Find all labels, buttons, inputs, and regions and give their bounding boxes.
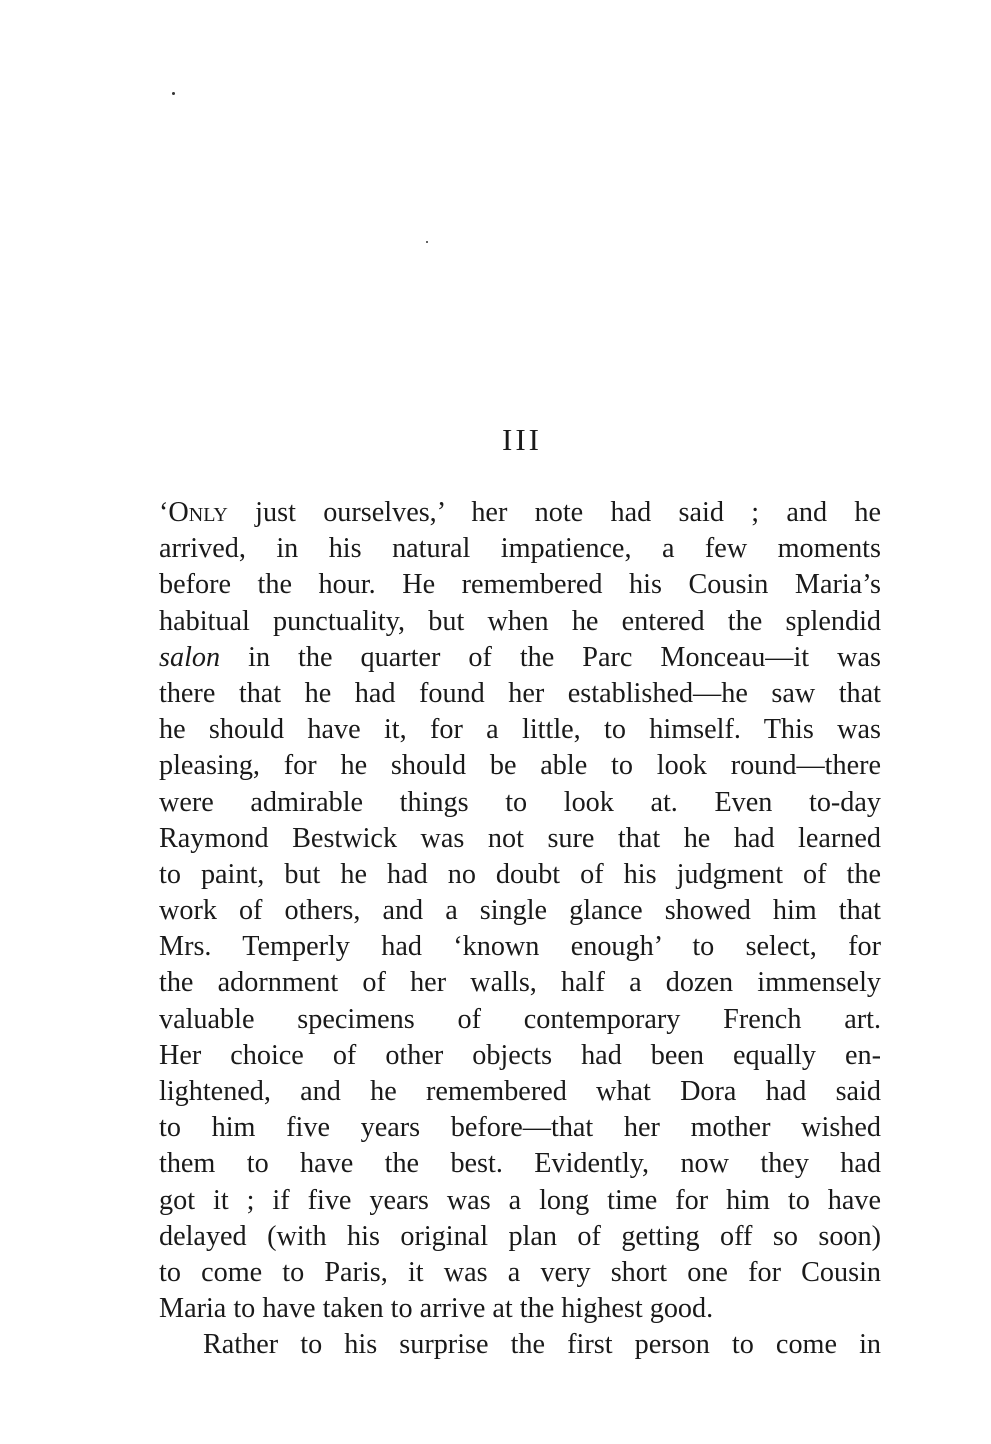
text-line: lightened, and he remembered what Dora had said bbox=[159, 1076, 881, 1107]
text-line: Maria to have taken to arrive at the highest good. bbox=[159, 1293, 714, 1325]
text-line: work of others, and a single glance showed him that bbox=[159, 895, 881, 927]
chapter-heading: III bbox=[502, 422, 542, 457]
page-speck bbox=[426, 241, 428, 243]
text-line: Her choice of other objects had been equally en- bbox=[159, 1039, 881, 1071]
text-line: to paint, but he had no doubt of his judgment of the bbox=[159, 858, 881, 890]
text-line: were admirable things to look at. Even to-day bbox=[159, 786, 881, 818]
text-line: to him five years before—that her mother wished bbox=[159, 1112, 881, 1144]
body-text bbox=[159, 495, 881, 1364]
text-line: got it ; if five years was a long time for him to have bbox=[159, 1184, 881, 1216]
text-line: he should have it, for a little, to himself. This was bbox=[159, 714, 881, 746]
text-line: the adornment of her walls, half a dozen immensely bbox=[159, 967, 881, 999]
text-line: Mrs. Temperly had ‘known enough’ to select, for bbox=[159, 931, 881, 963]
text-line: before the hour. He remembered his Cousin Maria’s bbox=[159, 569, 881, 601]
text-line: valuable specimens of contemporary French art. bbox=[159, 1003, 881, 1035]
text-line: them to have the best. Evidently, now they had bbox=[159, 1148, 881, 1180]
text-line: Rather to his surprise the first person to come in bbox=[203, 1329, 881, 1361]
text-line: there that he had found her established—he saw that bbox=[159, 677, 881, 709]
text-line: arrived, in his natural impatience, a few moments bbox=[159, 533, 881, 565]
text-line: delayed (with his original plan of getting off so soon) bbox=[159, 1220, 881, 1252]
text-line: habitual punctuality, but when he entered the splendid bbox=[159, 605, 881, 637]
text-line: salon in the quarter of the Parc Monceau—it was bbox=[159, 641, 881, 673]
text-line: ‘Only just ourselves,’ her note had said ; and he bbox=[159, 497, 881, 528]
text-line: Raymond Bestwick was not sure that he had learned bbox=[159, 822, 881, 854]
text-line: to come to Paris, it was a very short one for Cousin bbox=[159, 1256, 881, 1288]
page-speck bbox=[172, 92, 175, 95]
text-line: pleasing, for he should be able to look round—there bbox=[159, 750, 881, 782]
